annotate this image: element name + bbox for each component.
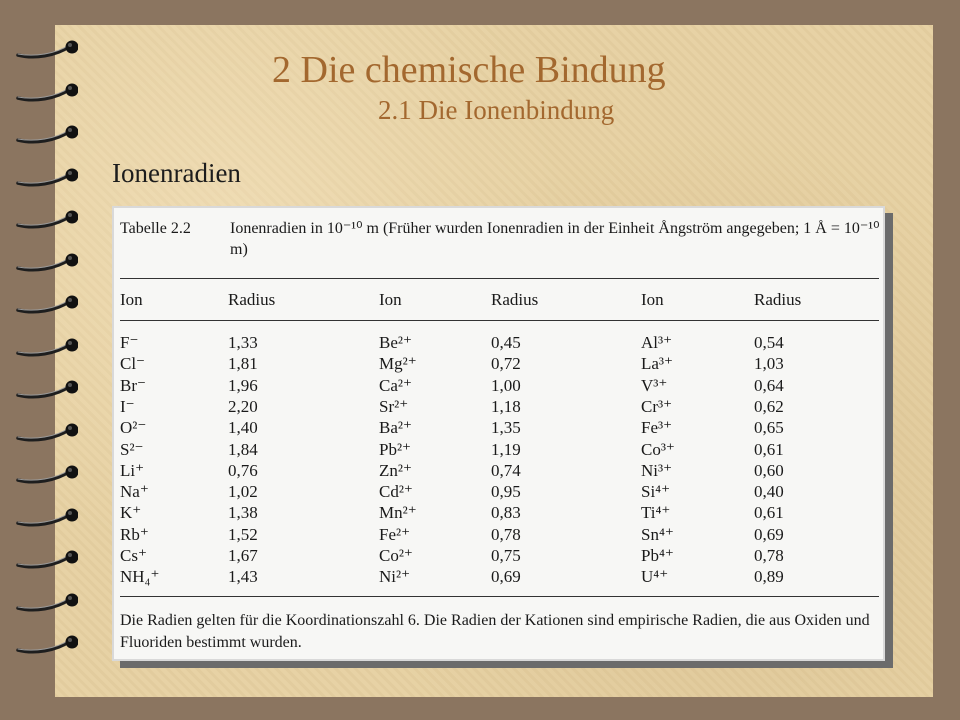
cell-radius-b: 0,83 <box>491 503 521 523</box>
table-number: Tabelle 2.2 <box>120 220 191 237</box>
cell-ion-b: Mn²⁺ <box>379 503 417 523</box>
column-header-ion-3: Ion <box>641 290 664 309</box>
cell-radius-a: 1,02 <box>228 482 258 502</box>
cell-ion-a: O²⁻ <box>120 418 147 438</box>
column-header-radius-2: Radius <box>491 290 539 309</box>
spiral-ring <box>14 378 78 400</box>
cell-radius-c: 0,64 <box>754 375 784 395</box>
cell-radius-b: 1,19 <box>491 439 521 459</box>
spiral-ring <box>14 336 78 358</box>
cell-radius-b: 0,75 <box>491 546 521 565</box>
spiral-ring <box>14 506 78 528</box>
cell-radius-c: 1,03 <box>754 354 784 374</box>
table-row <box>114 396 883 417</box>
spiral-ring <box>14 463 78 485</box>
cell-ion-b: Ba²⁺ <box>379 418 412 438</box>
cell-ion-c: Ni³⁺ <box>641 460 673 480</box>
cell-ion-a: Cl⁻ <box>120 354 146 374</box>
table-bottom-rule <box>120 596 879 597</box>
cell-radius-c: 0,78 <box>754 546 784 565</box>
cell-radius-a: 1,96 <box>228 375 258 395</box>
cell-radius-b: 1,00 <box>491 375 521 395</box>
cell-radius-c: 0,89 <box>754 567 784 587</box>
table-row <box>114 524 883 545</box>
table-row <box>114 375 883 396</box>
table-footnote: Die Radien gelten für die Koordinationszahl 6. Die Radien der Kationen sind empirische Radien, die aus Oxiden und Fluoriden bestimmt wurden. <box>120 612 870 651</box>
cell-ion-a: Cs⁺ <box>120 546 147 565</box>
spiral-ring <box>14 421 78 443</box>
cell-ion-b: Co²⁺ <box>379 546 413 565</box>
spiral-ring <box>14 548 78 570</box>
table-header-rule <box>120 320 879 321</box>
cell-ion-c: Pb⁴⁺ <box>641 546 674 565</box>
table-row <box>114 460 883 481</box>
cell-ion-a: Na⁺ <box>120 482 149 502</box>
spiral-ring <box>14 123 78 145</box>
cell-radius-a: 1,38 <box>228 503 258 523</box>
ion-radius-table <box>112 206 885 661</box>
spiral-ring <box>14 591 78 613</box>
spiral-ring <box>14 251 78 273</box>
cell-ion-b: Cd²⁺ <box>379 482 413 502</box>
cell-ion-b: Sr²⁺ <box>379 396 409 416</box>
cell-radius-a: 1,81 <box>228 354 258 374</box>
cell-radius-a: 1,84 <box>228 439 258 459</box>
section-heading: Ionenradien <box>112 158 241 188</box>
table-row <box>114 417 883 438</box>
cell-ion-a: Li⁺ <box>120 460 145 480</box>
cell-radius-a: 1,43 <box>228 567 258 587</box>
cell-ion-b: Ni²⁺ <box>379 567 411 587</box>
cell-radius-c: 0,65 <box>754 418 784 438</box>
cell-ion-c: Co³⁺ <box>641 439 675 459</box>
cell-radius-b: 0,78 <box>491 524 521 544</box>
cell-ion-b: Fe²⁺ <box>379 524 411 544</box>
cell-radius-c: 0,40 <box>754 482 784 502</box>
cell-ion-b: Ca²⁺ <box>379 375 412 395</box>
cell-radius-a: 1,40 <box>228 418 258 438</box>
cell-radius-b: 1,18 <box>491 396 521 416</box>
slide-subtitle: 2.1 Die Ionenbindung <box>378 95 615 125</box>
cell-radius-a: 1,67 <box>228 546 258 565</box>
cell-ion-a: F⁻ <box>120 333 139 352</box>
cell-radius-b: 0,69 <box>491 567 521 587</box>
cell-ion-b: Be²⁺ <box>379 333 412 352</box>
cell-radius-c: 0,54 <box>754 333 784 352</box>
table-row <box>114 353 883 374</box>
cell-ion-c: U⁴⁺ <box>641 567 669 587</box>
table-row <box>114 332 883 353</box>
cell-ion-c: Cr³⁺ <box>641 396 673 416</box>
cell-radius-b: 0,95 <box>491 482 521 502</box>
cell-ion-c: La³⁺ <box>641 354 673 374</box>
cell-radius-c: 0,61 <box>754 503 784 523</box>
cell-ion-a: Rb⁺ <box>120 524 149 544</box>
cell-ion-c: V³⁺ <box>641 375 668 395</box>
cell-radius-c: 0,69 <box>754 524 784 544</box>
table-row <box>114 439 883 460</box>
cell-radius-b: 1,35 <box>491 418 521 438</box>
table-row <box>114 566 883 587</box>
spiral-ring <box>14 166 78 188</box>
cell-ion-c: Sn⁴⁺ <box>641 524 674 544</box>
column-header-radius-1: Radius <box>228 290 276 309</box>
cell-ion-a: S²⁻ <box>120 439 144 459</box>
cell-ion-a: NH₄⁺ <box>120 567 160 587</box>
cell-radius-a: 1,52 <box>228 524 258 544</box>
cell-ion-c: Si⁴⁺ <box>641 482 671 502</box>
spiral-ring <box>14 633 78 655</box>
table-row <box>114 502 883 523</box>
cell-radius-c: 0,61 <box>754 439 784 459</box>
cell-radius-a: 1,33 <box>228 333 258 352</box>
cell-radius-c: 0,62 <box>754 396 784 416</box>
cell-ion-c: Fe³⁺ <box>641 418 673 438</box>
cell-ion-a: K⁺ <box>120 503 142 523</box>
cell-ion-a: I⁻ <box>120 396 135 416</box>
table-top-rule <box>120 278 879 279</box>
cell-radius-a: 2,20 <box>228 396 258 416</box>
cell-ion-a: Br⁻ <box>120 375 146 395</box>
table-row <box>114 545 883 566</box>
spiral-ring <box>14 38 78 60</box>
cell-ion-b: Mg²⁺ <box>379 354 417 374</box>
slide-title: 2 Die chemische Bindung <box>272 49 666 91</box>
spiral-ring <box>14 208 78 230</box>
spiral-ring <box>14 81 78 103</box>
cell-ion-c: Al³⁺ <box>641 333 673 352</box>
table-caption-text: Ionenradien in 10⁻¹⁰ m (Früher wurden Ionenradien in der Einheit Ångström angegeben; 1 Å = 10⁻¹⁰ m) <box>230 220 880 258</box>
table-row <box>114 481 883 502</box>
cell-radius-c: 0,60 <box>754 460 784 480</box>
cell-ion-b: Zn²⁺ <box>379 460 412 480</box>
cell-ion-b: Pb²⁺ <box>379 439 412 459</box>
cell-ion-c: Ti⁴⁺ <box>641 503 671 523</box>
cell-radius-a: 0,76 <box>228 460 258 480</box>
column-header-ion-1: Ion <box>120 290 143 309</box>
cell-radius-b: 0,45 <box>491 333 521 352</box>
column-header-radius-3: Radius <box>754 290 802 309</box>
cell-radius-b: 0,72 <box>491 354 521 374</box>
cell-radius-b: 0,74 <box>491 460 521 480</box>
spiral-ring <box>14 293 78 315</box>
column-header-ion-2: Ion <box>379 290 402 309</box>
